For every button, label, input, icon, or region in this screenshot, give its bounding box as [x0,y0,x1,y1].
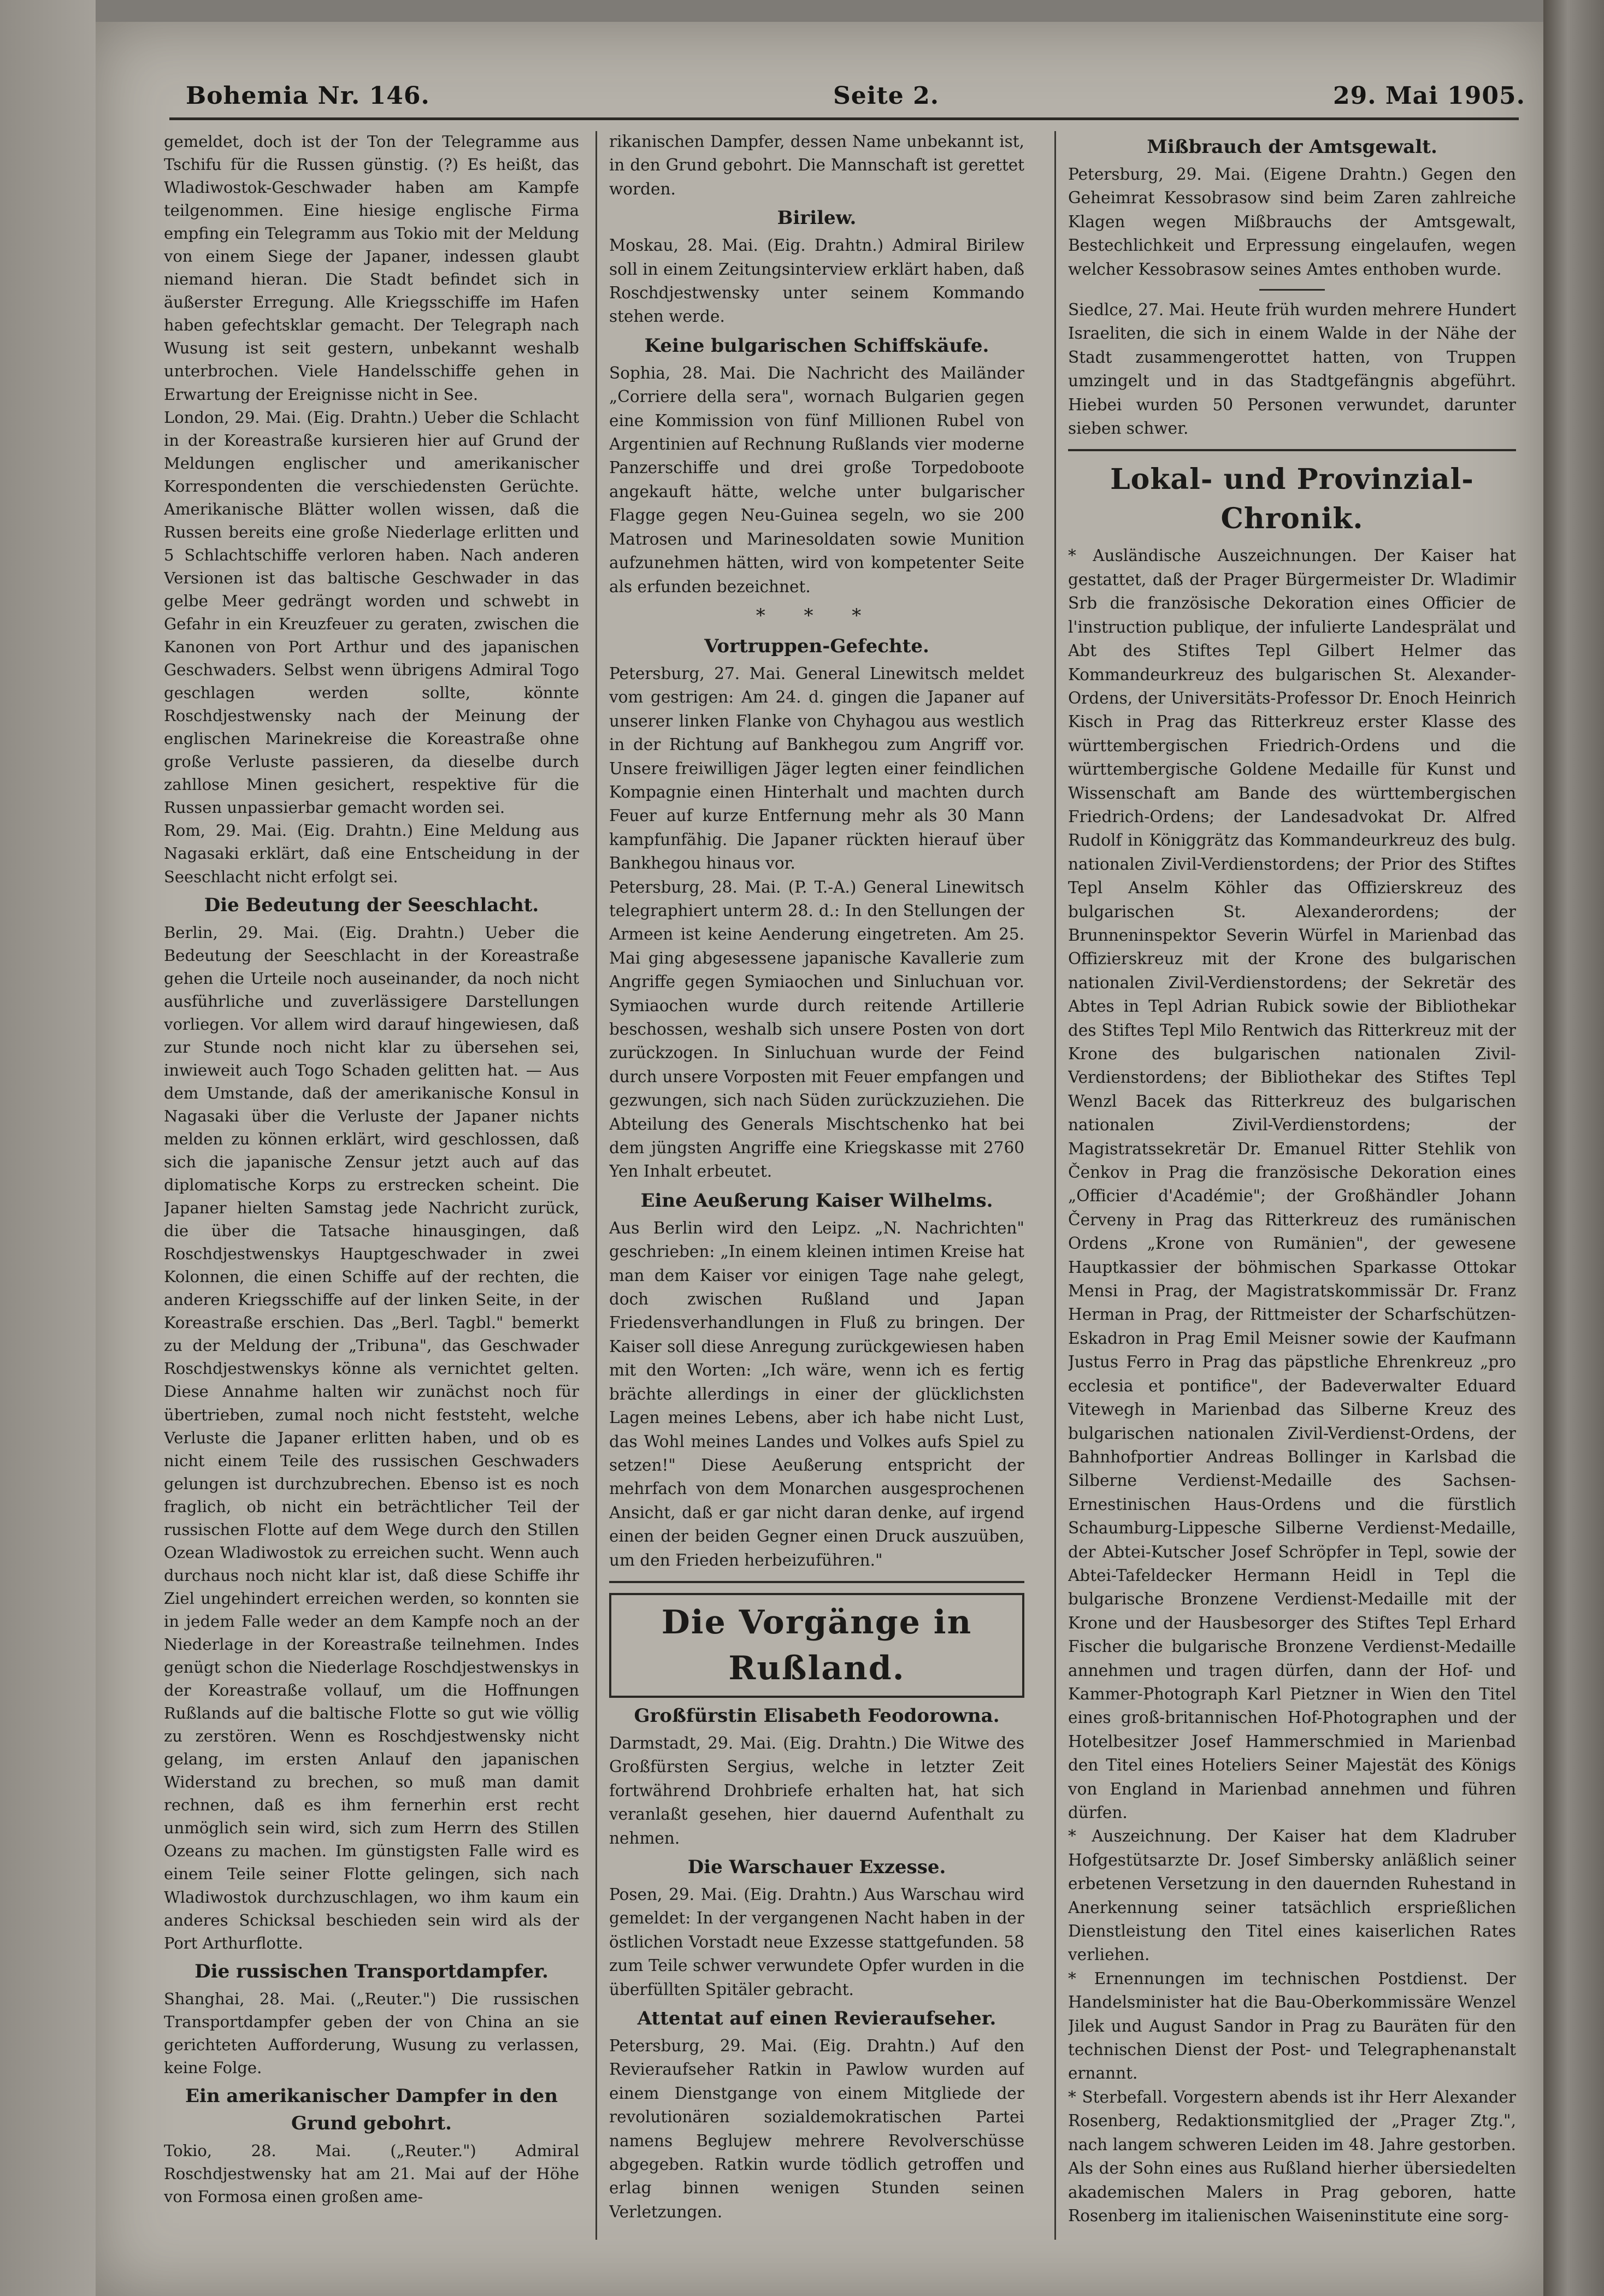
article-paragraph: Petersburg, 27. Mai. General Linewitsch meldet vom gestrigen: Am 24. d. gingen die Japaner auf unserer linken Flanke von Chyhagou aus westlich in der Richtung auf Bankhegou zum Angriff vor. Unsere freiwilligen Jäger legten einer feindlichen Kompagnie einen Hinterhalt und machten durch Feuer auf kurze Entfernung mehr als 30 Mann kampfunfähig. Die Japaner rückten hierauf über Bankhegou hinaus vor. [609,664,1024,873]
article-headline: Vortruppen-Gefechte. [704,635,929,657]
article-paragraph: Darmstadt, 29. Mai. (Eig. Drahtn.) Die Witwe des Großfürsten Sergius, welche in letzter Zeit fortwährend Drohbriefe erhalten hat, hat sich veranlaßt gesehen, hier dauernd Aufenthalt zu nehmen. [609,1733,1024,1848]
article-paragraph: Sophia, 28. Mai. Die Nachricht des Mailänder „Corriere della sera", wornach Bulgarien gegen eine Kommission von fünf Millionen Rubel von Argentinien auf Rechnung Rußlands vier moderne Panzerschiffe und drei große Torpedoboote angekauft hätte, welche unter bulgarischer Flagge gegen Neu-Guinea segeln, wo sie 200 Matrosen und Marinesoldaten sowie Munition aufzunehmen hätten, wird von kompetenter Seite als erfunden bezeichnet. [609,363,1024,596]
scan-margin-left [0,0,96,2296]
article-headline: Birilew. [777,207,857,229]
header-issue: Bohemia Nr. 146. [186,82,430,110]
article-paragraph: Aus Berlin wird den Leipz. „N. Nachrichten" geschrieben: „In einem kleinen intimen Kreise hat man dem Kaiser vor einigen Tage nahe gelegt, doch zwischen Rußland und Japan Friedensverhandlungen in Fluß zu bringen. Der Kaiser soll diese Anregung zurückgewiesen haben mit den Worten: „Ich wäre, wenn ich es fertig brächte allerdings in einer der glücklichsten Lagen meines Lebens, aber ich habe nicht Lust, das Wohl meines Landes und Volkes aufs Spiel zu setzen!" Diese Aeußerung entspricht der mehrfach von dem Monarchen ausgesprochenen Ansicht, daß er gar nicht daran denke, auf irgend einen der beiden Gegner einen Druck auszuüben, um den Frieden herbeizuführen." [609,1218,1024,1569]
section-title: Die Vorgänge in Rußland. [609,1593,1024,1698]
article-paragraph: Shanghai, 28. Mai. („Reuter.") Die russischen Transportdampfer geben der von China an sie gerichteten Aufforderung, Wusung zu verlassen, keine Folge. [164,1989,579,2077]
item-separator [1259,289,1325,291]
asterism: * * * [756,604,878,627]
article-paragraph: * Ausländische Auszeichnungen. Der Kaiser hat gestattet, daß der Prager Bürgermeister Dr. Wladimir Srb die französische Dekoration eines Officier de l'instruction publique, der infulierte Landesprälat und Abt des Stiftes Tepl Gilbert Helmer das Kommandeurkreuz des bulgarischen St. Alexander-Ordens, der Universitäts-Professor Dr. Enoch Heinrich Kisch in Prag das Ritterkreuz erster Klasse des württembergischen Friedrich-Ordens und die württembergische Goldene Medaille für Kunst und Wissenschaft am Bande des württembergischen Friedrich-Ordens; der Landesadvokat Dr. Alfred Rudolf in Königgrätz das Kommandeurkreuz des bulg. nationalen Zivil-Verdienstordens; der Prior des Stiftes Tepl Anselm Köhler das Offizierskreuz des bulgarischen St. Alexanderordens; der Brunneninspektor Severin Würfel in Marienbad das Offizierskreuz mit der Krone des bulgarischen nationalen Zivil-Verdienstordens; der Sekretär des Abtes in Tepl Adrian Rubick sowie der Bibliothekar des Stiftes Tepl Milo Rentwich das Ritterkreuz mit der Krone des bulgarischen nationalen Zivil-Verdienstordens; der Bibliothekar des Stiftes Tepl Wenzl Bacek das Ritterkreuz des bulgarischen nationalen Zivil-Verdienstordens; der Magistratssekretär Dr. Emanuel Ritter Stehlik von Čenkov in Prag die französische Dekoration eines „Officier d'Académie"; der Großhändler Johann Červeny in Prag das Ritterkreuz des rumänischen Ordens „Krone von Rumänien", der gewesene Hauptkassier der böhmischen Sparkasse Ottokar Mensi in Prag, der Magistratskommissär Dr. Franz Herman in Prag, der Rittmeister der Scharfschützen-Eskadron in Prag Emil Meisner sowie der Kaufmann Justus Ferro in Prag das päpstliche Ehrenkreuz „pro ecclesia et pontifice", der Badeverwalter Eduard Vitewegh in Marienbad das Silberne Kreuz des bulgarischen nationalen Zivil-Verdienst-Ordens, der Bahnhofportier Andreas Bollinger in Karlsbad die Silberne Verdienst-Medaille des Sachsen-Ernestinischen Haus-Ordens und die fürstlich Schaumburg-Lippesche Silberne Verdienst-Medaille, der Abtei-Kutscher Josef Schröpfer in Tepl, sowie der Abtei-Tafeldecker Hermann Heidl in Tepl die bulgarische Bronzene Verdienst-Medaille mit der Krone und der Hausbesorger des Stiftes Tepl Erhard Fischer die bulgarische Bronzene Verdienst-Medaille annehmen und tragen dürfen, dann der Hof- und Kammer-Photograph Karl Pietzner in Wien den Titel eines groß-britannischen Hof-Photographen und der Hotelbesitzer Josef Hammerschmied in Marienbad den Titel eines Hoteliers Seiner Majestät des Königs von England in Marienbad annehmen und führen dürfen. [1068,546,1516,1822]
article-paragraph: * Ernennungen im technischen Postdienst. Der Handelsminister hat die Bau-Oberkommissäre Wenzel Jilek und August Sandor in Prag zu Bauräten für den technischen Dienst der Post- und Telegraphenanstalt ernannt. [1068,1969,1516,2083]
article-paragraph: Rom, 29. Mai. (Eig. Drahtn.) Eine Meldung aus Nagasaki erklärt, daß eine Entscheidung in der Seeschlacht nicht erfolgt sei. [164,821,579,886]
article-paragraph: Posen, 29. Mai. (Eig. Drahtn.) Aus Warschau wird gemeldet: In der vergangenen Nacht haben in der östlichen Vorstadt neue Exzesse stattgefunden. 58 zum Teile schwer verwundete Opfer wurden in die überfüllten Spitäler gebracht. [609,1885,1024,1999]
article-headline: Ein amerikanischer Dampfer in den Grund gebohrt. [185,2085,558,2134]
header-date: 29. Mai 1905. [1333,82,1525,110]
article-paragraph: Siedlce, 27. Mai. Heute früh wurden mehrere Hundert Israeliten, die sich in einem Walde in der Nähe der Stadt zusammengerottet hatten, von Truppen umzingelt und in das Stadtgefängnis abgeführt. Hiebei wurden 50 Personen verwundet, darunter sieben schwer. [1068,300,1516,438]
section-rule [609,1581,1024,1583]
article-paragraph: * Sterbefall. Vorgestern abends ist ihr Herr Alexander Rosenberg, Redaktionsmitglied der „Prager Ztg.", nach langem schweren Leiden im 48. Jahre gestorben. Als der Sohn eines aus Rußland hierher übersiedelten akademischen Malers in Prag geboren, hatte Rosenberg im italienischen Waiseninstitute eine sorg- [1068,2087,1516,2225]
column-rule [595,131,597,2240]
article-paragraph: rikanischen Dampfer, dessen Name unbekannt ist, in den Grund gebohrt. Die Mannschaft ist gerettet worden. [609,132,1024,198]
article-paragraph: Tokio, 28. Mai. („Reuter.") Admiral Roschdjestwensky hat am 21. Mai auf der Höhe von Formosa einen großen ame- [164,2141,579,2206]
article-headline: Mißbrauch der Amtsgewalt. [1147,136,1437,158]
article-headline: Großfürstin Elisabeth Feodorowna. [634,1704,1000,1727]
section-rule [1068,449,1516,451]
article-headline: Keine bulgarischen Schiffskäufe. [644,334,989,357]
column-2 [609,130,1024,2250]
header-page-number: Seite 2. [833,82,940,110]
article-paragraph: Berlin, 29. Mai. (Eig. Drahtn.) Ueber die Bedeutung der Seeschlacht in der Koreastraße gehen die Urteile noch auseinander, da noch nicht ausführliche und zuverlässigere Darstellungen vorliegen. Vor allem wird darauf hingewiesen, daß zur Stunde noch nicht klar zu übersehen sei, inwieweit auch Togo Schaden gelitten hat. — Aus dem Umstande, daß der amerikanische Konsul in Nagasaki über die Verluste der Japaner nichts melden zu können erklärt, wird geschlossen, daß sich die japanische Zensur jetzt auch auf das diplomatische Korps zu erstrecken scheint. Die Japaner hielten Samstag jede Nachricht zurück, die über die Tatsache hinausgingen, daß Roschdjestwenskys Hauptgeschwader in zwei Kolonnen, die einen Schiffe auf der rechten, die anderen Kriegsschiffe auf der linken Seite, in der Koreastraße erschien. Das „Berl. Tagbl." bemerkt zu der Meldung der „Tribuna", das Geschwader Roschdjestwenskys könne als vernichtet gelten. Diese Annahme halten wir zunächst noch für übertrieben, zumal noch nicht feststeht, welche Verluste die Japaner erlitten haben, und ob es nicht einem Teile des russischen Geschwaders gelungen ist durchzubrechen. Ebenso ist es noch fraglich, ob nicht ein beträchtlicher Teil der russischen Flotte auf dem Wege durch den Stillen Ozean Wladiwostok zu erreichen sucht. Wenn auch durchaus noch nicht klar ist, daß diese Schiffe ihr Ziel ungehindert erreichen werden, so konnten sie in jedem Falle weder an dem Kampfe noch an der Niederlage in der Koreastraße teilnehmen. Indes genügt schon die Niederlage Roschdjestwenskys in der Koreastraße vollauf, um die Hoffnungen Rußlands auf die baltische Flotte so gut wie völlig zu zerstören. Wenn es Roschdjestwensky nicht gelang, im ersten Anlauf den japanischen Widerstand zu brechen, so muß man damit rechnen, daß es ihm fernerhin erst recht unmöglich sein wird, sich zum Herrn des Stillen Ozeans zu machen. Im günstigsten Falle wird es einem Teile seiner Flotte gelingen, sich nach Wladiwostok durchzuschlagen, wo ihm kaum ein anderes Schicksal beschieden sein wird als der Port Arthurflotte. [164,923,579,1952]
article-headline: Attentat auf einen Revieraufseher. [637,2008,996,2029]
article-headline: Die Bedeutung der Seeschlacht. [204,894,539,916]
header-rule [169,117,1519,120]
article-paragraph: Petersburg, 29. Mai. (Eig. Drahtn.) Auf den Revieraufseher Ratkin in Pawlow wurden auf einem Dienstgange von einem Mitgliede der revolutionären sozialdemokratischen Partei namens Beglujew mehrere Revolverschüsse abgegeben. Ratkin wurde tödlich getroffen und erlag binnen wenigen Stunden seinen Verletzungen. [609,2037,1024,2221]
article-paragraph: * Auszeichnung. Der Kaiser hat dem Kladruber Hofgestütsarzte Dr. Josef Simbersky anläßlich seiner erbetenen Versetzung in den dauernden Ruhestand in Anerkennung seiner tatsächlich ersprießlichen Dienstleistung den Titel eines kaiserlichen Rates verliehen. [1068,1827,1516,1964]
article-headline: Die russischen Transportdampfer. [194,1960,549,1982]
column-1 [164,130,579,2250]
article-paragraph: Petersburg, 28. Mai. (P. T.-A.) General Linewitsch telegraphiert unterm 28. d.: In den Stellungen der Armeen ist keine Aenderung eingetreten. Am 25. Mai ging abgesessene japanische Kavallerie zum Angriffe gegen Symiaochen und Sinluchuan vor. Symiaochen wurde durch reitende Artillerie beschossen, weshalb sich unsere Posten von dort zurückzogen. In Sinluchuan wurde der Feind durch unsere Vorposten mit Feuer empfangen und gezwungen, sich nach Süden zurückzuziehen. Die Abteilung des Generals Mischtschenko hat bei dem jüngsten Angriffe eine Kriegskasse mit 2760 Yen Inhalt erbeutet. [609,877,1024,1181]
article-paragraph: gemeldet, doch ist der Ton der Telegramme aus Tschifu für die Russen günstig. (?) Es heißt, das Wladiwostok-Geschwader haben am Kampfe teilgenommen. Eine hiesige englische Firma empfing ein Telegramm aus Tokio mit der Meldung von einem Siege der Japaner, indessen glaubt niemand hieran. Die Stadt befindet sich in äußerster Erregung. Alle Kriegsschiffe im Hafen haben gefechtsklar gemacht. Der Telegraph nach Wusung ist seit gestern, unbekannt weshalb unterbrochen. Viele Handelsschiffe gehen in Erwartung der Ereignisse nicht in See. [164,132,579,404]
article-paragraph: London, 29. Mai. (Eig. Drahtn.) Ueber die Schlacht in der Koreastraße kursieren hier auf Grund der Meldungen englischer und amerikanischer Korrespondenten die verschiedensten Gerüchte. Amerikanische Blätter wollen wissen, daß die Russen bereits eine große Niederlage erlitten und 5 Schlachtschiffe verloren haben. Nach anderen Versionen ist das baltische Geschwader in das gelbe Meer gedrängt worden und schwebt in Gefahr in ein Kreuzfeuer zu geraten, zwischen die Kanonen von Port Arthur und des japanischen Geschwaders. Selbst wenn übrigens Admiral Togo geschlagen werden sollte, könnte Roschdjestwensky nach der Meinung der englischen Marinekreise die Koreastraße ohne große Verluste passieren, da dieselbe durch zahllose Minen gesichert, respektive für die Russen unpassierbar gemacht worden sei. [164,408,579,817]
column-rule [1054,131,1056,2240]
scan-margin-right [1543,0,1604,2296]
column-3 [1068,130,1516,2250]
article-headline: Eine Aeußerung Kaiser Wilhelms. [640,1189,993,1212]
section-title: Lokal- und Provinzial-Chronik. [1110,463,1474,536]
article-paragraph: Moskau, 28. Mai. (Eig. Drahtn.) Admiral Birilew soll in einem Zeitungsinterview erklärt haben, daß Roschdjestwensky unter seinem Kommando stehen werde. [609,236,1024,326]
article-paragraph: Petersburg, 29. Mai. (Eigene Drahtn.) Gegen den Geheimrat Kessobrasow sind beim Zaren zahlreiche Klagen wegen Mißbrauchs der Amtsgewalt, Bestechlichkeit und Erpressung eingelaufen, wegen welcher Kessobrasow seines Amtes enthoben wurde. [1068,165,1516,279]
article-headline: Die Warschauer Exzesse. [687,1856,946,1878]
